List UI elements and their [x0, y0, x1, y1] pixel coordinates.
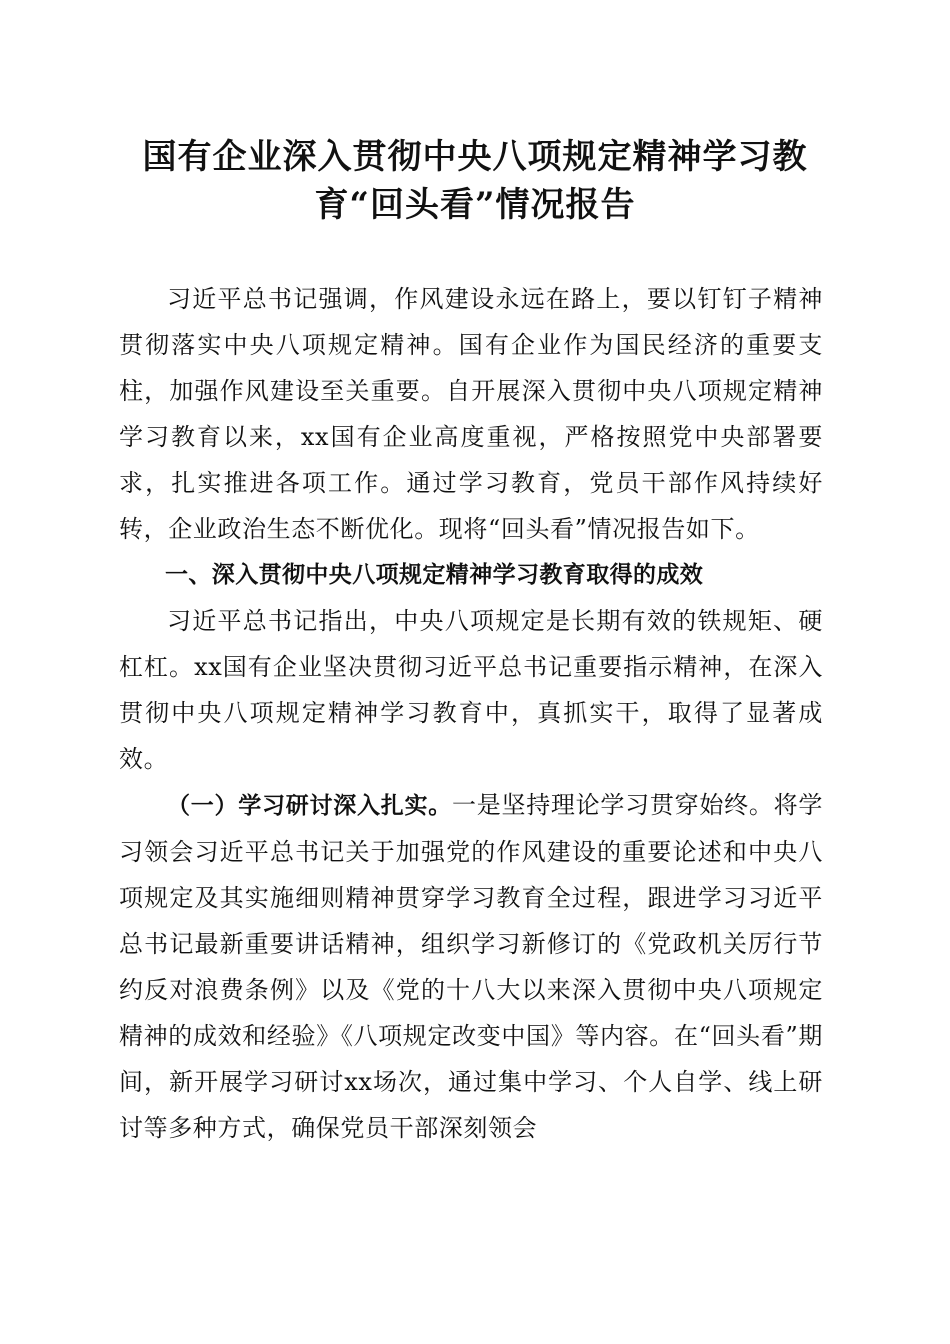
subsection-1-text: 一是坚持理论学习贯穿始终。将学习领会习近平总书记关于加强党的作风建设的重要论述和中央八项规定及其实施细则精神贯穿学习教育全过程，跟进学习习近平总书记最新重要讲话精神，组织学习新修订的《党政机关厉行节约反对浪费条例》以及《党的十八大以来深入贯彻中央八项规定精神的成效和经验》《八项规定改变中国》等内容。在“回头看”期间，新开展学习研讨xx场次，通过集中学习、个人自学、线上研讨等多种方式，确保党员干部深刻领会	[119, 791, 823, 1142]
document-body	[119, 276, 823, 1151]
subsection-1-lead: （一）学习研讨深入扎实。	[167, 793, 452, 819]
subsection-1-paragraph	[119, 782, 823, 1151]
title-line-2: 育“回头看”情况报告	[314, 185, 636, 225]
section-1-paragraph: 习近平总书记指出，中央八项规定是长期有效的铁规矩、硬杠杠。xx国有企业坚决贯彻习近平总书记重要指示精神，在深入贯彻中央八项规定精神学习教育中，真抓实干，取得了显著成效。	[119, 607, 823, 773]
section-1-heading: 一、深入贯彻中央八项规定精神学习教育取得的成效	[165, 562, 704, 588]
document-title	[110, 133, 840, 229]
title-line-1: 国有企业深入贯彻中央八项规定精神学习教	[142, 137, 808, 177]
intro-paragraph: 习近平总书记强调，作风建设永远在路上，要以钉钉子精神贯彻落实中央八项规定精神。国有企业作为国民经济的重要支柱，加强作风建设至关重要。自开展深入贯彻中央八项规定精神学习教育以来，xx国有企业高度重视，严格按照党中央部署要求，扎实推进各项工作。通过学习教育，党员干部作风持续好转，企业政治生态不断优化。现将“回头看”情况报告如下。	[119, 285, 823, 543]
